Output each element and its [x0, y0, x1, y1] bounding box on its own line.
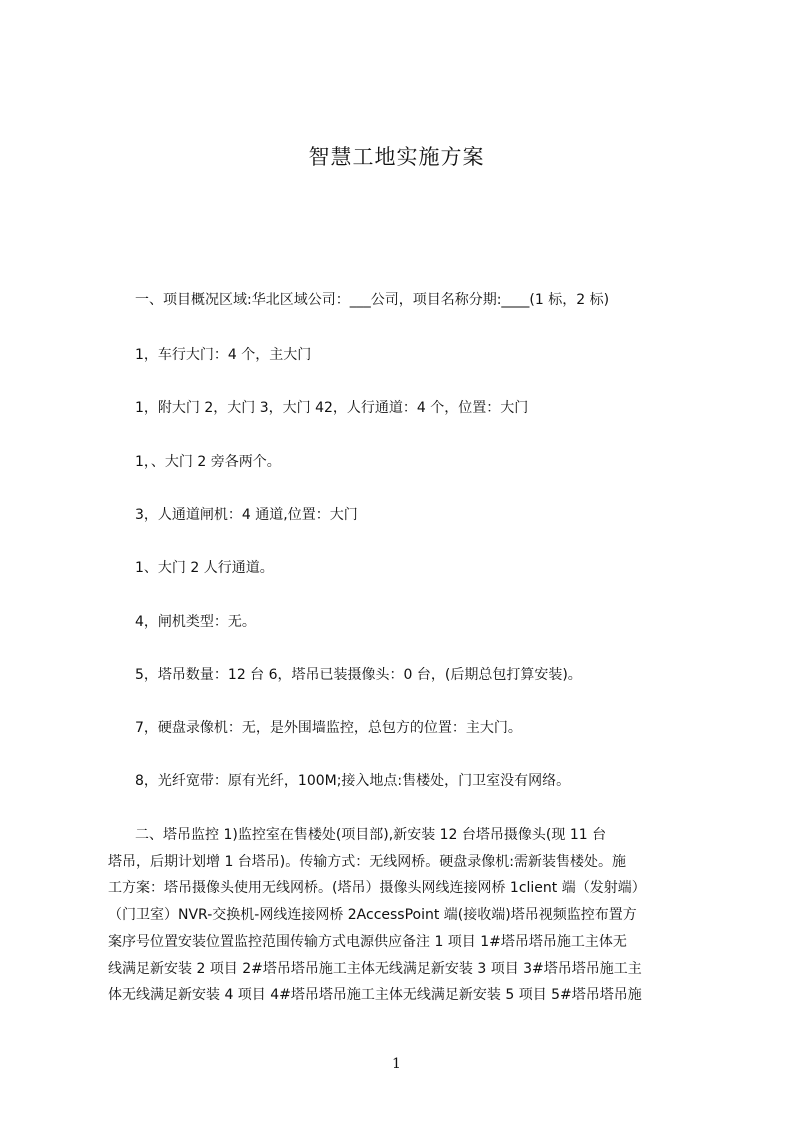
document-title: 智慧工地实施方案: [308, 145, 485, 169]
paragraph-line: 线满足新安装 2 项目 2#塔吊塔吊施工主体无线满足新安装 3 项目 3#塔吊塔吊施工主: [108, 960, 642, 977]
vehicle-gate-line: 1，车行大门：4 个，主大门: [135, 347, 312, 363]
tower-crane-monitoring-paragraph: [108, 822, 708, 1009]
overview-line: 一、项目概况区域:华北区域公司：___公司，项目名称分期:____(1 标，2 标): [135, 292, 610, 308]
paragraph-line: （门卫室）NVR-交换机-网线连接网桥 2AccessPoint 端(接收端)塔吊视频监控布置方: [108, 907, 637, 924]
paragraph-line: 工方案：塔吊摄像头使用无线网桥。(塔吊）摄像头网线连接网桥 1client 端（发射端）: [108, 880, 646, 897]
secondary-gates-line: 1，附大门 2，大门 3，大门 42，人行通道：4 个，位置：大门: [135, 400, 529, 416]
paragraph-line: 塔吊，后期计划增 1 台塔吊)。传输方式：无线网桥。硬盘录像机:需新装售楼处。施: [108, 853, 626, 870]
page-number: 1: [392, 1056, 401, 1072]
paragraph-line: 体无线满足新安装 4 项目 4#塔吊塔吊施工主体无线满足新安装 5 项目 5#塔吊塔吊施: [108, 987, 642, 1004]
paragraph-line: 二、塔吊监控 1)监控室在售楼处(项目部),新安装 12 台塔吊摄像头(现 11 台: [135, 827, 607, 843]
tower-crane-count-line: 5，塔吊数量：12 台 6，塔吊已装摄像头：0 台，(后期总包打算安装)。: [135, 667, 582, 683]
paragraph-line: 案序号位置安装位置监控范围传输方式电源供应备注 1 项目 1#塔吊塔吊施工主体无: [108, 933, 627, 950]
turnstile-type-line: 4，闸机类型：无。: [135, 614, 256, 630]
dvr-line: 7，硬盘录像机：无，是外围墙监控，总包方的位置：主大门。: [135, 720, 522, 736]
fiber-broadband-line: 8，光纤宽带：原有光纤，100M;接入地点:售楼处，门卫室没有网络。: [135, 773, 571, 789]
gate-location-line: 1，、大门 2 旁各两个。: [135, 454, 281, 470]
turnstile-line: 3，人通道闸机：4 通道,位置：大门: [135, 507, 358, 523]
pedestrian-passage-line: 1、大门 2 人行通道。: [135, 560, 274, 576]
